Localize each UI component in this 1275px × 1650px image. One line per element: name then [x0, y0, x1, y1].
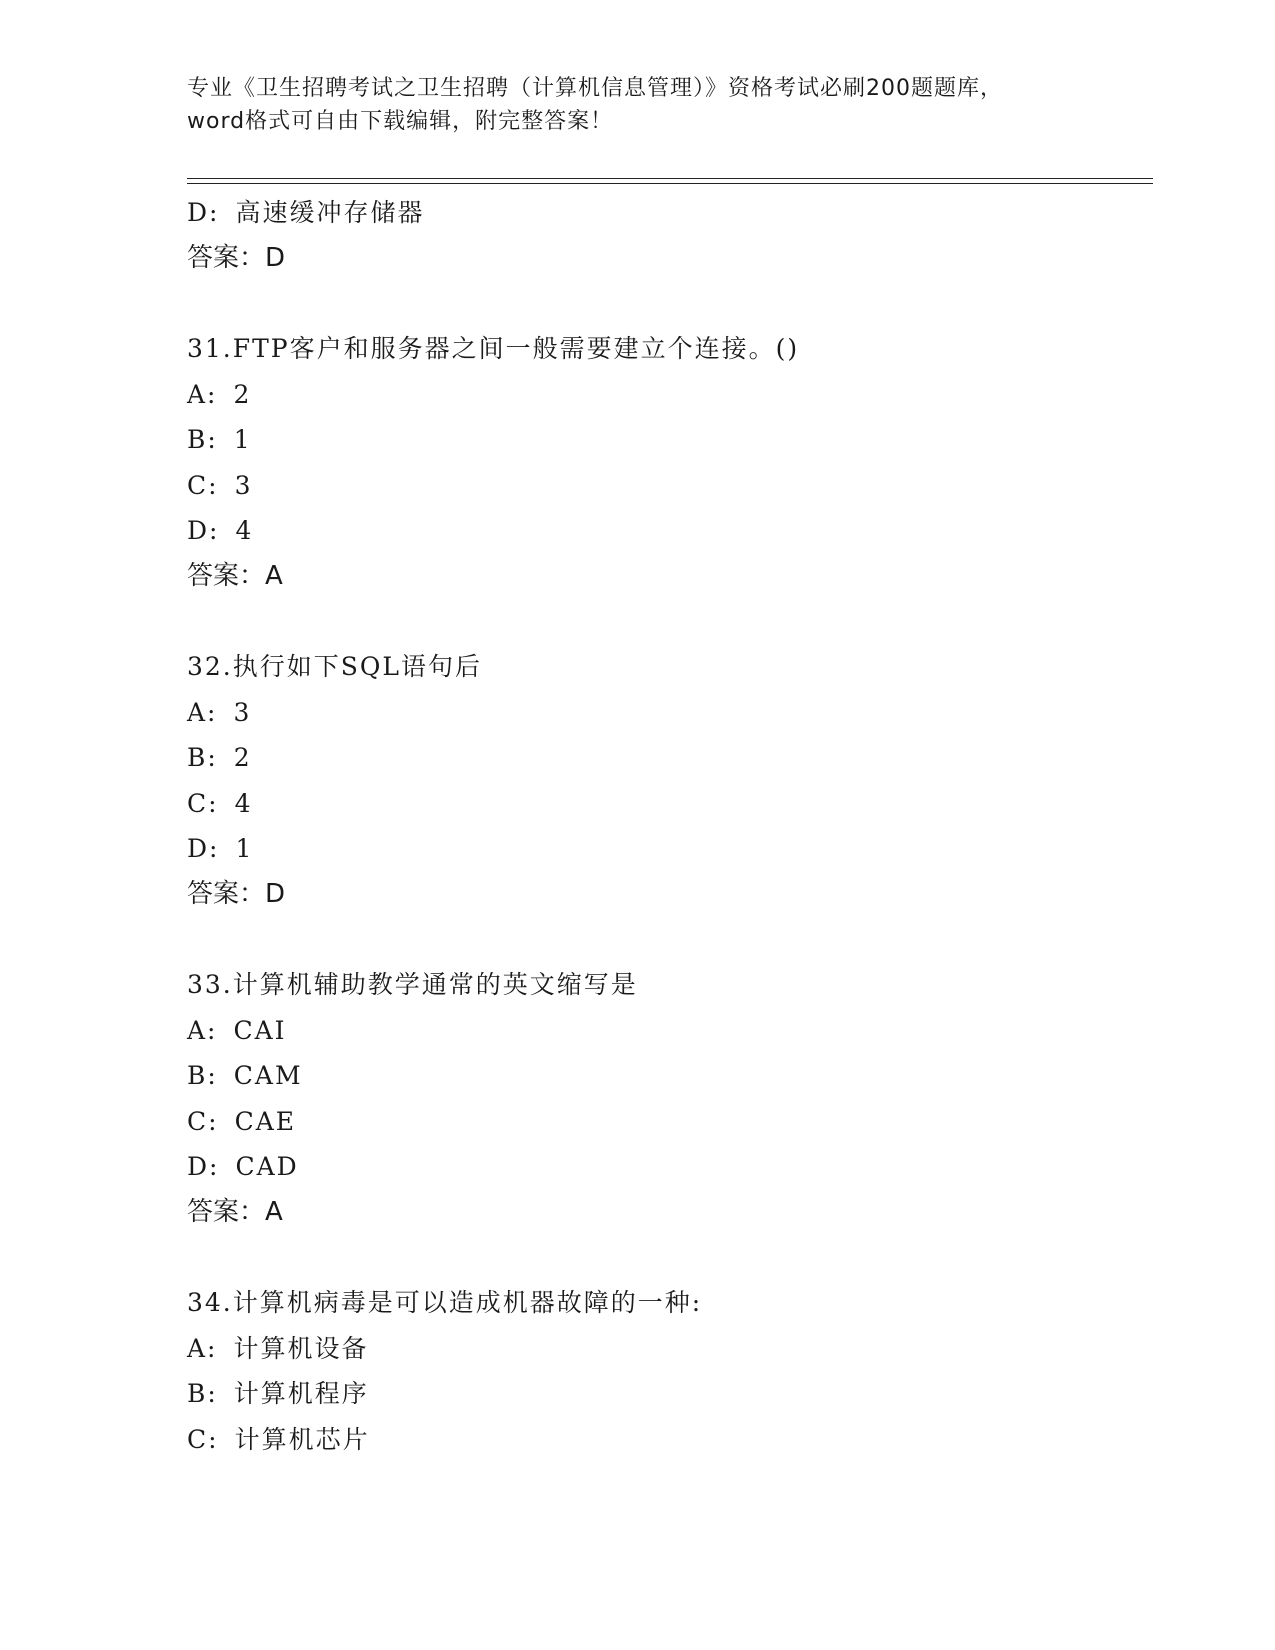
question-text: 32.执行如下SQL语句后 [187, 652, 482, 681]
question-block-32 [187, 644, 1147, 917]
spacer [187, 917, 1147, 962]
option-text: 2 [233, 743, 252, 772]
option-text: 高速缓冲存储器 [235, 198, 425, 227]
option-text: 4 [235, 516, 254, 545]
option-text: CAE [234, 1106, 296, 1136]
option-text: 1 [233, 425, 252, 454]
option-text: 3 [234, 470, 253, 500]
option-letter: B: [187, 743, 218, 772]
option-letter: C: [187, 1106, 219, 1136]
option-d [187, 1144, 1147, 1190]
question-text: 31.FTP客户和服务器之间一般需要建立个连接。() [187, 334, 800, 363]
option-b [187, 735, 1147, 781]
question-block-31 [187, 326, 1147, 599]
answer-line: 答案：A [187, 1196, 283, 1227]
option-c [187, 463, 1147, 509]
question-text: 33.计算机辅助教学通常的英文缩写是 [187, 970, 638, 999]
header-divider-top [187, 178, 1153, 179]
option-letter: B: [187, 1379, 218, 1408]
spacer [187, 281, 1147, 326]
option-b [187, 1053, 1147, 1099]
question-list [187, 190, 1147, 1462]
header-divider-bottom [187, 183, 1153, 184]
question-block-30 [187, 190, 1147, 281]
option-a [187, 1008, 1147, 1054]
option-text: 1 [235, 834, 254, 863]
option-letter: A: [187, 1333, 218, 1363]
question-block-33 [187, 962, 1147, 1235]
option-letter: D: [187, 1152, 220, 1181]
document-header [187, 72, 1087, 138]
header-title-line-1: 专业《卫生招聘考试之卫生招聘（计算机信息管理）》资格考试必刷200题题库， [187, 76, 1003, 101]
option-d [187, 508, 1147, 554]
option-text: 计算机芯片 [234, 1424, 370, 1454]
option-text: 计算机设备 [233, 1333, 369, 1363]
option-letter: C: [187, 470, 219, 500]
option-a [187, 690, 1147, 736]
option-letter: B: [187, 425, 218, 454]
option-d [187, 826, 1147, 872]
spacer [187, 1235, 1147, 1280]
answer-line: 答案：D [187, 242, 286, 273]
option-letter: D: [187, 198, 220, 227]
option-letter: A: [187, 379, 218, 409]
option-a [187, 372, 1147, 418]
option-c [187, 1099, 1147, 1145]
option-text: CAM [233, 1061, 303, 1090]
option-text: CAI [233, 1015, 287, 1045]
question-text: 34.计算机病毒是可以造成机器故障的一种: [187, 1288, 703, 1317]
answer-line: 答案：A [187, 560, 283, 591]
option-letter: C: [187, 788, 219, 818]
option-letter: A: [187, 697, 218, 727]
option-letter: B: [187, 1061, 218, 1090]
option-text: 计算机程序 [233, 1379, 369, 1408]
option-c [187, 1417, 1147, 1463]
answer-line: 答案：D [187, 878, 286, 909]
option-c [187, 781, 1147, 827]
option-text: 4 [234, 788, 253, 818]
option-b [187, 1371, 1147, 1417]
option-letter: A: [187, 1015, 218, 1045]
option-text: 3 [233, 697, 252, 727]
option-letter: D: [187, 516, 220, 545]
question-block-34 [187, 1280, 1147, 1462]
option-text: CAD [235, 1152, 299, 1181]
spacer [187, 599, 1147, 644]
option-letter: C: [187, 1424, 219, 1454]
option-b [187, 417, 1147, 463]
header-title-line-2: word格式可自由下载编辑，附完整答案！ [187, 109, 614, 134]
option-letter: D: [187, 834, 220, 863]
option-d [187, 190, 1147, 236]
option-text: 2 [233, 379, 252, 409]
option-a [187, 1326, 1147, 1372]
